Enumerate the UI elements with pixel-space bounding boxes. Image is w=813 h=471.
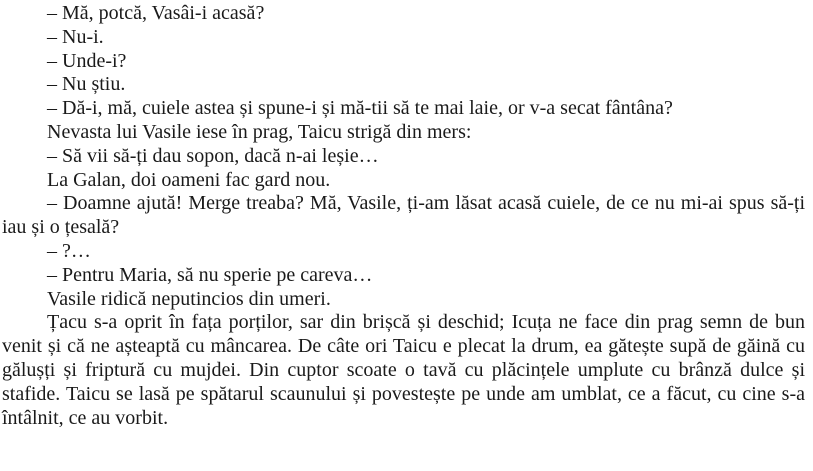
paragraph-dialogue-9: – Pentru Maria, să nu sperie pe careva… xyxy=(47,263,373,286)
paragraph-narration-3: Vasile ridică neputincios din umeri. xyxy=(47,287,331,310)
paragraph-dialogue-5: – Dă-i, mă, cuiele astea și spune-i și mă-tii să te mai laie, or v-a secat fântâna? xyxy=(47,97,673,120)
paragraph-narration-4: Țacu s-a oprit în fața porților, sar din brișcă și deschid; Icuța ne face din prag semn de bun venit și că ne așteaptă cu mâncarea. De câte ori Taicu e plecat la drum, ea gătește supă de găină cu gălușți și friptură cu mujdei. Din cuptor scoate o tavă cu plăcințele umplute cu brânză dulce și stafide. Taicu se lasă pe spătarul scaunului și povestește pe unde am umblat, ce a făcut, cu cine s-a întâlnit, ce au vorbit. xyxy=(2,311,805,429)
paragraph-dialogue-4: – Nu știu. xyxy=(47,73,126,96)
paragraph-dialogue-2: – Nu-i. xyxy=(47,25,104,48)
paragraph-dialogue-3: – Unde-i? xyxy=(47,49,127,72)
paragraph-dialogue-8: – ?… xyxy=(47,239,91,262)
paragraph-dialogue-7: – Doamne ajută! Merge treaba? Mă, Vasile, ți-am lăsat acasă cuiele, de ce nu mi-ai spus să-ți iau și o țesală? xyxy=(2,192,805,239)
paragraph-dialogue-1: – Mă, potcă, Vasâi-i acasă? xyxy=(47,2,265,24)
paragraph-narration-2: La Galan, doi oameni fac gard nou. xyxy=(47,168,331,191)
paragraph-dialogue-6: – Să vii să-ți dau sopon, dacă n-ai leșie… xyxy=(47,144,379,167)
paragraph-narration-1: Nevasta lui Vasile iese în prag, Taicu strigă din mers: xyxy=(47,120,472,143)
